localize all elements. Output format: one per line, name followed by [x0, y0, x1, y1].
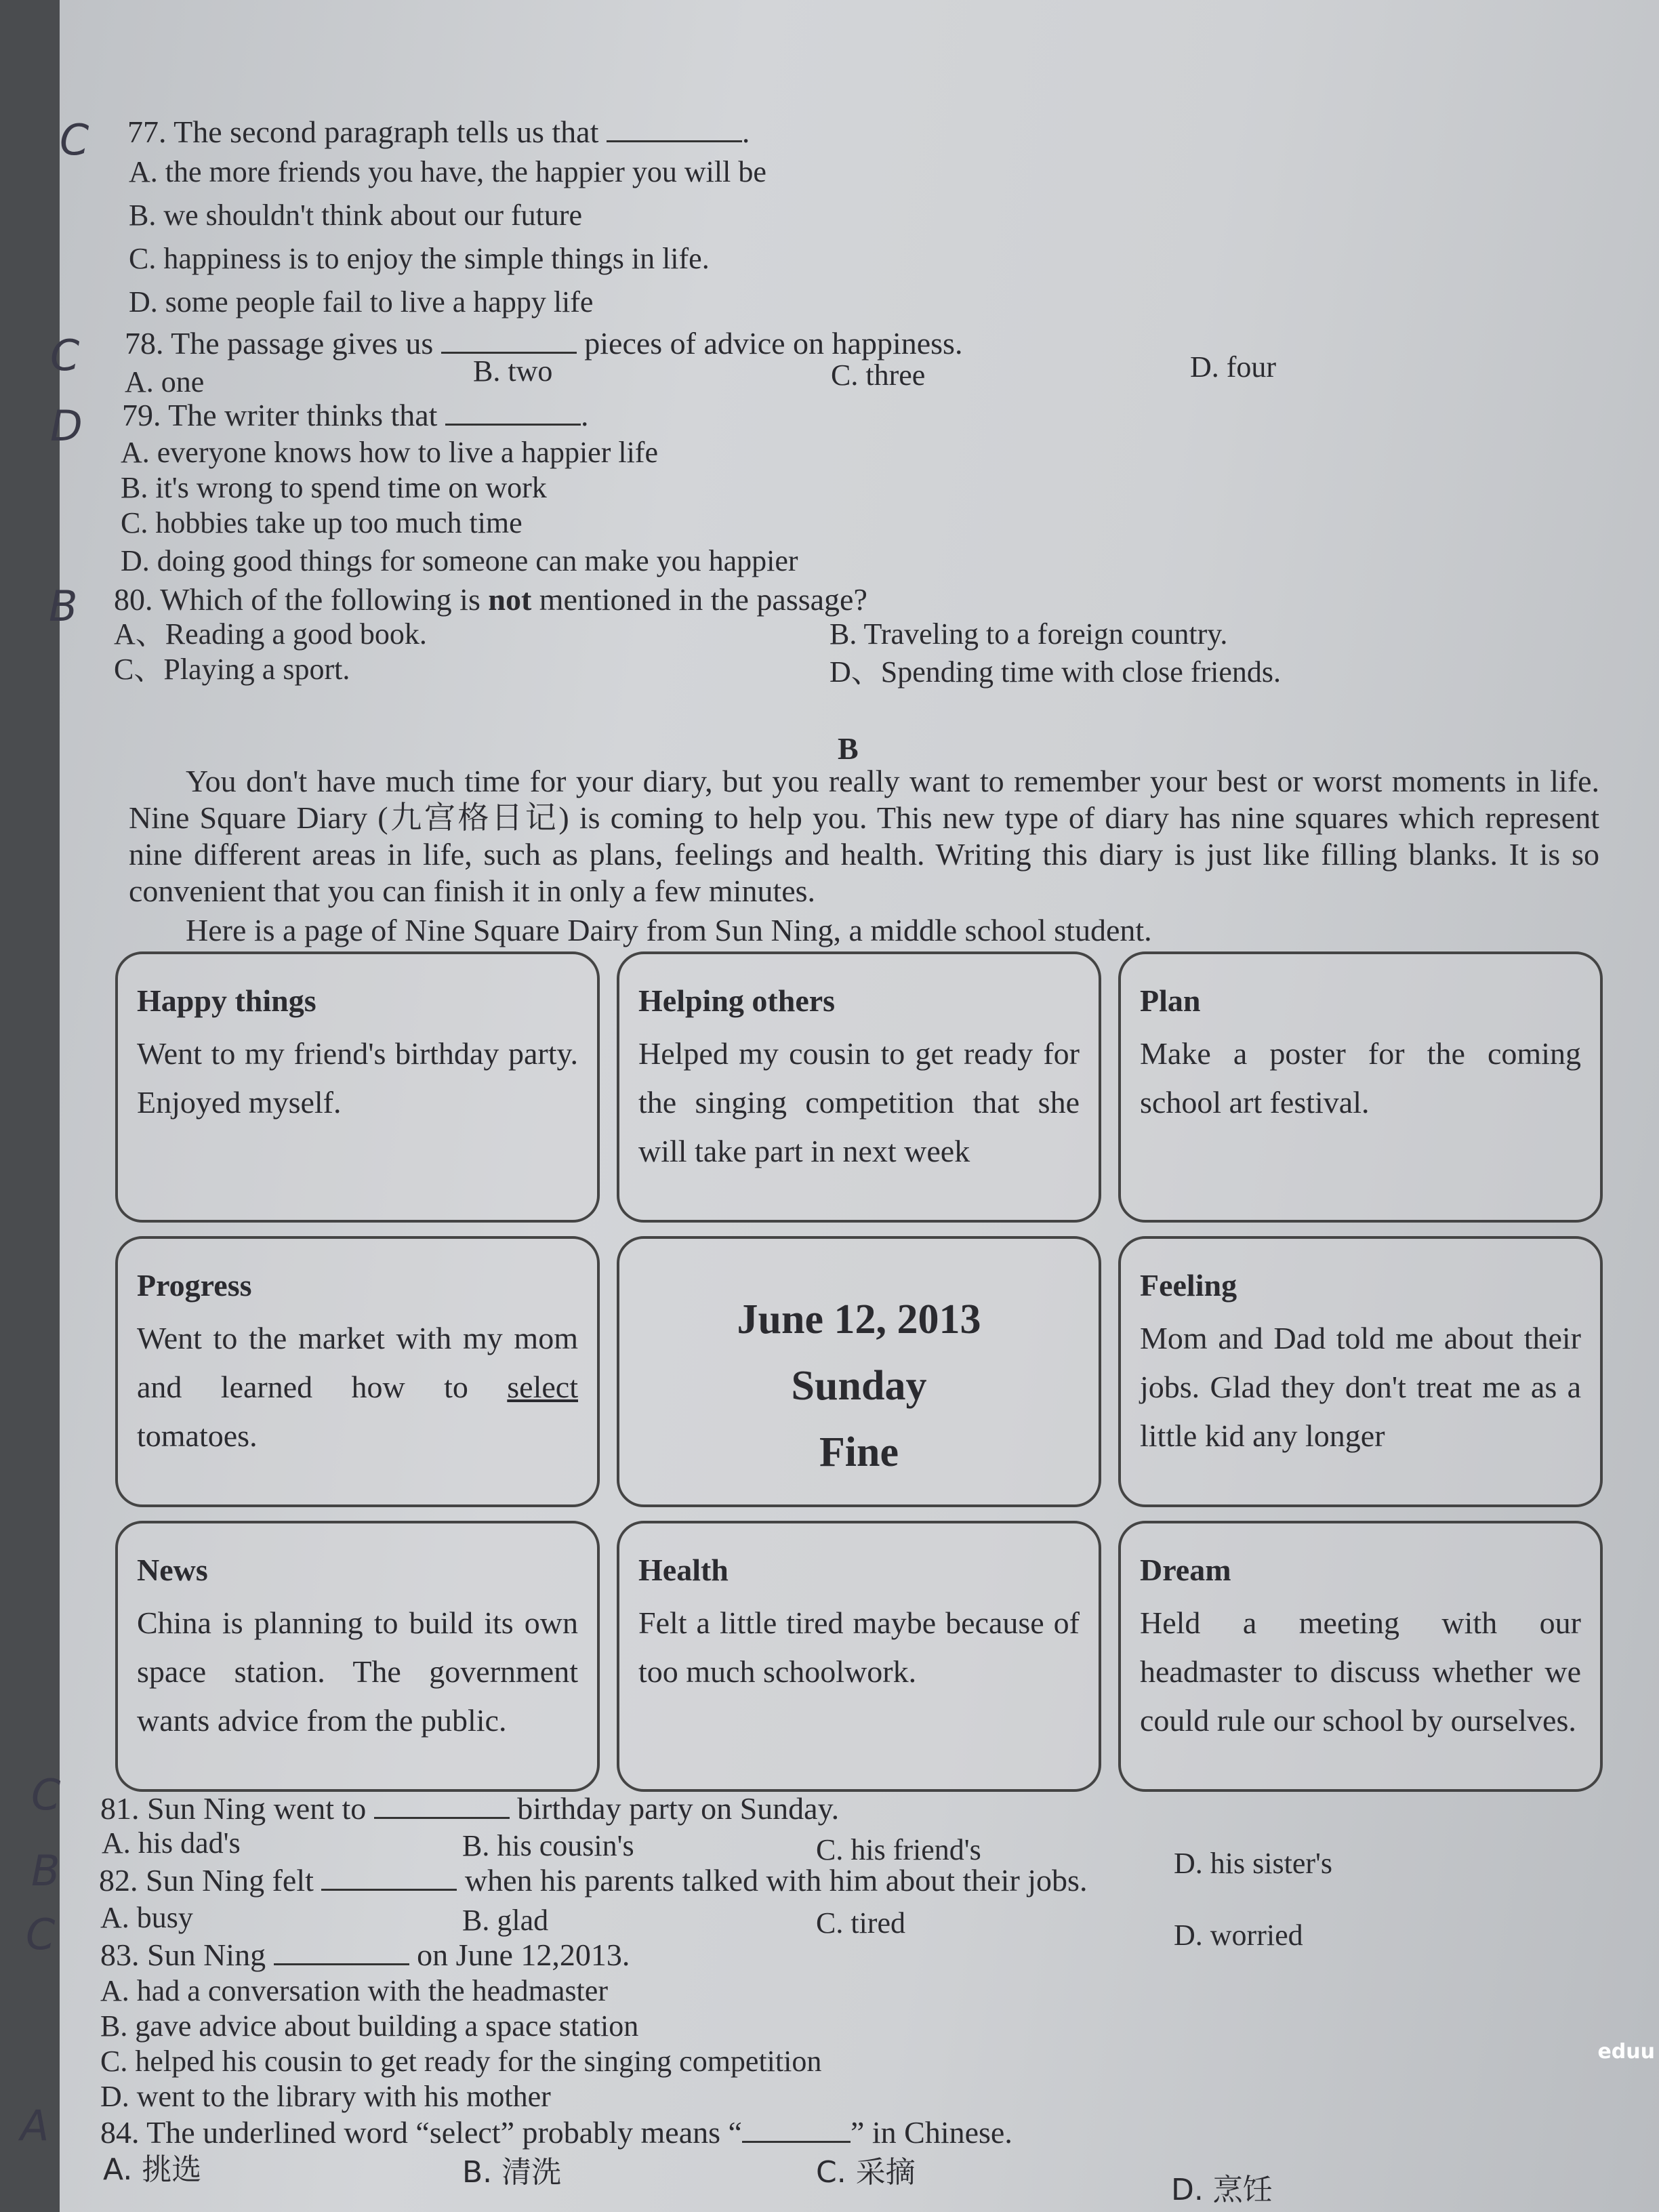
- diary-dream-title: Dream: [1140, 1553, 1231, 1587]
- diary-happy-text: Went to my friend's birthday party. Enjoyed myself.: [137, 1036, 578, 1120]
- q80-option-b: B. Traveling to a foreign country.: [830, 617, 1228, 651]
- q79-option-b: B. it's wrong to spend time on work: [121, 471, 547, 504]
- diary-happy-things: [115, 951, 600, 1223]
- q81-option-b: B. his cousin's: [462, 1829, 634, 1862]
- question-83: 83. Sun Ning on June 12,2013.: [100, 1938, 630, 1972]
- q77-option-b: B. we shouldn't think about our future: [129, 199, 583, 232]
- q84-option-d: D. 烹饪: [1171, 2173, 1273, 2207]
- q84-option-b: B. 清洗: [462, 2155, 562, 2190]
- q80-option-d: D、Spending time with close friends.: [830, 655, 1282, 689]
- q78-option-c: C. three: [831, 359, 926, 392]
- q77-option-c: C. happiness is to enjoy the simple things in life.: [129, 242, 710, 275]
- answer-mark-79: D: [50, 401, 83, 451]
- diary-dream-text: Held a meeting with our headmaster to discuss whether we could rule our school by ourselves.: [1140, 1605, 1581, 1738]
- diary-progress-title: Progress: [137, 1268, 252, 1303]
- diary-dream: [1118, 1521, 1603, 1792]
- question-80: 80. Which of the following is not mentioned in the passage?: [114, 582, 867, 617]
- diary-day: Sunday: [791, 1363, 927, 1409]
- diary-helping-title: Helping others: [638, 983, 836, 1018]
- q77-option-a: A. the more friends you have, the happier you will be: [129, 155, 766, 188]
- diary-date: June 12, 2013: [737, 1296, 981, 1343]
- answer-mark-81: C: [31, 1770, 61, 1820]
- diary-center: [617, 1236, 1101, 1507]
- answer-mark-77: C: [60, 115, 89, 165]
- diary-news-text: China is planning to build its own space station. The government wants advice from the public.: [137, 1605, 578, 1738]
- answer-mark-84: A: [20, 2101, 49, 2150]
- q81-option-c: C. his friend's: [816, 1833, 981, 1866]
- q80-option-c: C、Playing a sport.: [114, 653, 350, 686]
- diary-feeling: [1118, 1236, 1603, 1507]
- q84-option-c: C. 采摘: [816, 2155, 916, 2190]
- q82-option-c: C. tired: [816, 1906, 905, 1940]
- question-84: 84. The underlined word “select” probably means “ ” in Chinese.: [100, 2115, 1012, 2150]
- q80-option-a: A、Reading a good book.: [114, 617, 427, 651]
- diary-news-title: News: [137, 1553, 208, 1587]
- diary-progress-text: Went to the market with my mom and learned how to select tomatoes.: [137, 1321, 578, 1453]
- diary-health-text: Felt a little tired maybe because of too much schoolwork.: [638, 1605, 1080, 1689]
- diary-helping-text: Helped my cousin to get ready for the singing competition that she will take part in next week: [638, 1036, 1080, 1168]
- diary-health-title: Health: [638, 1553, 729, 1587]
- diary-helping-others: [617, 951, 1101, 1223]
- q79-option-d: D. doing good things for someone can make you happier: [121, 544, 798, 577]
- question-82: 82. Sun Ning felt when his parents talked with him about their jobs.: [99, 1863, 1088, 1898]
- q78-option-a: A. one: [125, 365, 205, 398]
- question-81: 81. Sun Ning went to birthday party on Sunday.: [100, 1791, 840, 1826]
- section-b-intro: Here is a page of Nine Square Dairy from Sun Ning, a middle school student.: [186, 913, 1152, 947]
- watermark-logo: eduu: [1597, 2040, 1655, 2064]
- diary-plan: [1118, 951, 1603, 1223]
- diary-happy-title: Happy things: [137, 983, 316, 1018]
- section-b-label: B: [838, 731, 859, 766]
- q79-option-c: C. hobbies take up too much time: [121, 506, 523, 539]
- q82-option-d: D. worried: [1174, 1919, 1303, 1952]
- section-b-paragraph: You don't have much time for your diary, but you really want to remember your best or worst moments in life. Nine Square Diary (九宫格日记) is coming to help you. This new type of diary has nine squares which represent nine different areas in life, such as plans, feelings and health. Writing this diary is just like filling blanks. It is so convenient that you can finish it in only a few minutes.: [129, 764, 1599, 908]
- q83-option-c: C. helped his cousin to get ready for the singing competition: [100, 2045, 822, 2078]
- question-79: 79. The writer thinks that .: [122, 398, 589, 432]
- diary-plan-text: Make a poster for the coming school art festival.: [1140, 1036, 1581, 1120]
- diary-news: [115, 1521, 600, 1792]
- q79-option-a: A. everyone knows how to live a happier life: [121, 436, 658, 469]
- question-77: 77. The second paragraph tells us that .: [127, 115, 750, 149]
- question-78: 78. The passage gives us pieces of advice on happiness.: [125, 326, 963, 361]
- underlined-word-select: select: [507, 1370, 578, 1404]
- answer-mark-82: B: [31, 1846, 60, 1896]
- answer-mark-80: B: [49, 581, 78, 631]
- diary-health: [617, 1521, 1101, 1792]
- nine-square-diary: [115, 951, 1620, 1799]
- answer-mark-78: C: [50, 331, 80, 380]
- q77-option-d: D. some people fail to live a happy life: [129, 285, 594, 319]
- q81-option-d: D. his sister's: [1174, 1847, 1333, 1880]
- diary-weather: Fine: [819, 1429, 899, 1475]
- diary-feeling-title: Feeling: [1140, 1268, 1237, 1303]
- q82-option-a: A. busy: [100, 1901, 193, 1934]
- answer-mark-83: C: [26, 1910, 56, 1959]
- q78-option-d: D. four: [1190, 350, 1277, 384]
- diary-feeling-text: Mom and Dad told me about their jobs. Glad they don't treat me as a little kid any longer: [1140, 1321, 1581, 1453]
- q82-option-b: B. glad: [462, 1904, 549, 1937]
- diary-progress: [115, 1236, 600, 1507]
- q78-option-b: B. two: [473, 354, 553, 388]
- exam-page: [20, 0, 1659, 2212]
- q83-option-b: B. gave advice about building a space station: [100, 2009, 639, 2043]
- q81-option-a: A. his dad's: [102, 1826, 241, 1860]
- diary-plan-title: Plan: [1140, 983, 1201, 1018]
- q83-option-d: D. went to the library with his mother: [100, 2080, 551, 2113]
- q83-option-a: A. had a conversation with the headmaster: [100, 1974, 608, 2007]
- q84-option-a: A. 挑选: [103, 2152, 202, 2187]
